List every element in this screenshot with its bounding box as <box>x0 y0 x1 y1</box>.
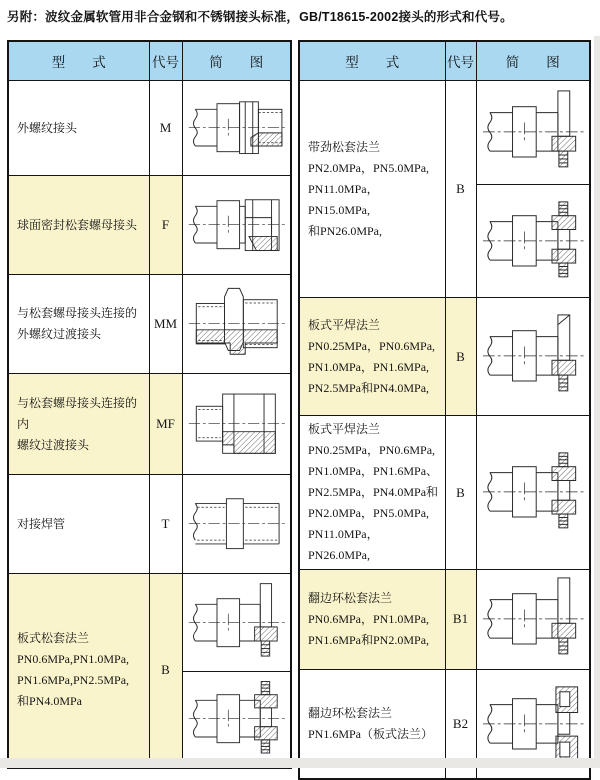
type-line: PN11.0MPa，PN26.0MPa, <box>308 527 379 562</box>
right-table-container <box>298 40 591 780</box>
type-cell <box>8 275 149 374</box>
page-title: 另附：波纹金属软管用非合金钢和不锈钢接头标准，GB/T18615-2002接头的形式和代号。 <box>7 10 513 24</box>
code-cell: F <box>149 176 182 275</box>
type-line: PN2.0MPa，PN5.0MPa, <box>308 506 430 520</box>
plate-weld-flange-b-diagram <box>476 416 590 570</box>
type-line: 与松套螺母接头连接的内 <box>17 395 138 431</box>
header-code: 代号 <box>445 41 476 81</box>
type-line: PN2.5MPa和PN4.0MPa, <box>308 380 430 395</box>
type-line: PN1.6MPa,PN2.5MPa, <box>17 673 130 688</box>
code-cell: T <box>149 475 182 574</box>
header-type: 型 式 <box>299 41 445 81</box>
code-cell: B <box>445 298 476 416</box>
type-line: 板式平焊法兰 <box>308 317 381 332</box>
code-cell: B <box>445 81 476 298</box>
code-cell: B <box>149 574 182 768</box>
type-line: 板式平焊法兰 <box>308 422 381 436</box>
type-line: 翻边环松套法兰 <box>308 590 393 605</box>
code-cell: B1 <box>445 570 476 670</box>
hex-nipple-fitting-diagram <box>182 275 291 374</box>
type-line: PN1.0MPa，PN1.6MPa、 <box>308 464 439 478</box>
lap-ring-flange-a-diagram <box>476 570 590 670</box>
type-cell <box>299 298 445 416</box>
header-code: 代号 <box>149 41 182 81</box>
page-edge-right <box>594 36 600 768</box>
butt-weld-pipe-diagram <box>182 475 291 574</box>
plate-weld-flange-a-diagram <box>476 298 590 416</box>
left-table-container <box>7 40 292 769</box>
type-line: PN1.6MPa（板式法兰） <box>308 726 434 741</box>
type-line: PN1.6MPa和PN2.0MPa, <box>308 632 430 647</box>
type-line: 和PN26.0MPa, <box>308 223 383 238</box>
connector-table-right <box>298 40 591 780</box>
type-cell <box>8 176 149 275</box>
page-edge-bottom <box>0 758 600 768</box>
code-cell: B2 <box>445 669 476 779</box>
type-line: 对接焊管 <box>17 516 66 531</box>
type-line: 带劲松套法兰 <box>308 139 381 154</box>
type-line: PN2.0MPa，PN5.0MPa, <box>308 160 430 175</box>
male-thread-fitting-diagram <box>182 81 291 176</box>
code-cell: MM <box>149 275 182 374</box>
neck-loose-flange-b-diagram <box>476 185 590 298</box>
type-line: PN2.5MPa，PN4.0MPa和 <box>308 485 439 499</box>
type-line: PN0.6MPa，PN1.0MPa, <box>308 611 430 626</box>
type-line: 外螺纹接头 <box>17 120 78 135</box>
hex-female-fitting-diagram <box>182 374 291 475</box>
type-line: 螺纹过渡接头 <box>17 437 90 452</box>
type-line: 外螺纹过渡接头 <box>17 327 102 342</box>
header-diagram: 简 图 <box>476 41 590 81</box>
type-line: 板式松套法兰 <box>17 631 90 646</box>
type-line: PN0.25MPa，PN0.6MPa, <box>308 443 436 457</box>
type-line: PN11.0MPa，PN15.0MPa, <box>308 181 379 217</box>
type-cell <box>299 81 445 298</box>
type-line: 和PN4.0MPa <box>17 694 83 709</box>
code-cell: B <box>445 416 476 570</box>
type-cell <box>8 81 149 176</box>
plate-loose-flange-b-diagram <box>182 672 291 768</box>
type-cell <box>8 374 149 475</box>
type-line: 与松套螺母接头连接的 <box>17 306 138 321</box>
type-line: PN0.25MPa，PN0.6MPa, <box>308 338 436 353</box>
connector-table-left <box>7 40 292 769</box>
type-line: 翻边环松套法兰 <box>308 705 393 720</box>
header-diagram: 简 图 <box>182 41 291 81</box>
type-line: 球面密封松套螺母接头 <box>17 217 138 232</box>
plate-loose-flange-a-diagram <box>182 574 291 672</box>
type-line: PN0.6MPa,PN1.0MPa, <box>17 652 130 667</box>
header-type: 型 式 <box>8 41 149 81</box>
code-cell: M <box>149 81 182 176</box>
loose-nut-fitting-diagram <box>182 176 291 275</box>
type-cell <box>299 570 445 670</box>
type-line: PN1.0MPa，PN1.6MPa, <box>308 359 430 374</box>
neck-loose-flange-a-diagram <box>476 81 590 185</box>
type-cell <box>299 416 445 570</box>
type-cell <box>8 574 149 768</box>
type-cell <box>8 475 149 574</box>
code-cell: MF <box>149 374 182 475</box>
